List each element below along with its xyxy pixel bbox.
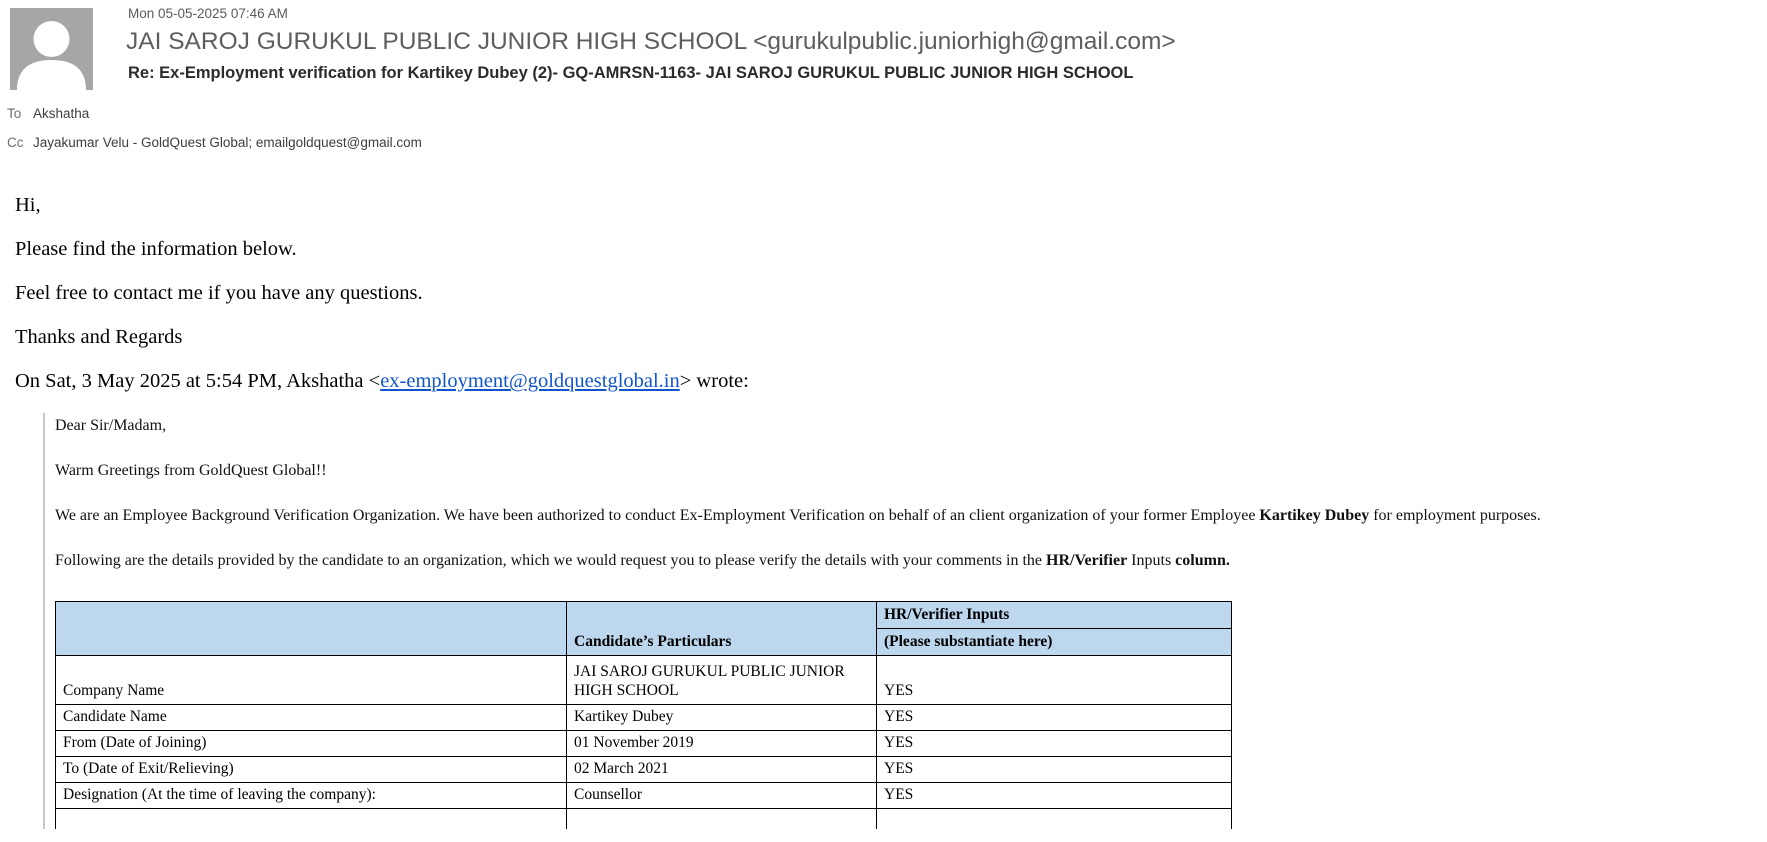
signature-line: Thanks and Regards	[15, 326, 183, 348]
column-bold: column.	[1175, 552, 1230, 569]
quoted-greeting: Warm Greetings from GoldQuest Global!!	[55, 462, 327, 479]
sender-name[interactable]: JAI SAROJ GURUKUL PUBLIC JUNIOR HIGH SCHOOL <gurukulpublic.juniorhigh@gmail.com>	[126, 28, 1176, 55]
candidate-value-cell	[567, 809, 877, 829]
verifier-input-cell	[877, 809, 1232, 829]
header-empty-cell	[56, 602, 567, 656]
request-pre: Following are the details provided by the candidate to an organization, which we would request you to please verify the details with your comments in the	[55, 552, 1047, 569]
to-row	[7, 106, 90, 121]
person-icon	[10, 8, 93, 90]
intro-post: for employment purposes.	[1369, 507, 1541, 524]
verifier-input-cell: YES	[877, 656, 1232, 705]
candidate-name-bold: Kartikey Dubey	[1259, 507, 1370, 524]
candidate-value-cell: JAI SAROJ GURUKUL PUBLIC JUNIOR HIGH SCHOOL	[567, 656, 877, 705]
verification-table	[55, 601, 1232, 829]
to-recipient[interactable]: Akshatha	[33, 106, 90, 121]
row-label-cell: To (Date of Exit/Relieving)	[56, 757, 567, 783]
row-label-cell: From (Date of Joining)	[56, 731, 567, 757]
message-timestamp: Mon 05-05-2025 07:46 AM	[128, 6, 288, 21]
cc-row	[7, 135, 422, 150]
header-candidate-particulars: Candidate’s Particulars	[567, 602, 877, 656]
verification-intro	[55, 505, 1767, 526]
verifier-input-cell: YES	[877, 705, 1232, 731]
table-header-row-1	[56, 602, 1232, 629]
quote-attribution	[15, 369, 1767, 393]
row-label-cell: Candidate Name	[56, 705, 567, 731]
avatar[interactable]	[10, 8, 93, 90]
header-substantiate-here: (Please substantiate here)	[877, 629, 1232, 656]
candidate-value-cell: Kartikey Dubey	[567, 705, 877, 731]
body-line-2: Feel free to contact me if you have any questions.	[15, 282, 423, 304]
attribution-pre: On Sat, 3 May 2025 at 5:54 PM, Akshatha <	[15, 370, 381, 392]
table-row	[56, 656, 1232, 705]
intro-pre: We are an Employee Background Verification Organization. We have been authorized to conduct Ex-Employment Verification on behalf of an client organization of your former Employee	[55, 507, 1260, 524]
hr-verifier-bold: HR/Verifier	[1046, 552, 1128, 569]
candidate-value-cell: 02 March 2021	[567, 757, 877, 783]
message-header	[0, 0, 1767, 160]
verification-request	[55, 550, 1767, 571]
row-label-cell: Designation (At the time of leaving the company):	[56, 783, 567, 809]
table-row	[56, 757, 1232, 783]
verifier-input-cell: YES	[877, 783, 1232, 809]
attribution-post: > wrote:	[679, 370, 749, 392]
verifier-input-cell: YES	[877, 731, 1232, 757]
table-row	[56, 705, 1232, 731]
message-body	[15, 193, 1767, 829]
to-label: To	[7, 106, 22, 121]
quoted-message	[43, 413, 1767, 829]
row-label-cell	[56, 809, 567, 829]
message-subject: Re: Ex-Employment verification for Kartikey Dubey (2)- GQ-AMRSN-1163- JAI SAROJ GURUKUL PUBLIC JUNIOR HIGH SCHOOL	[128, 64, 1134, 82]
table-row	[56, 783, 1232, 809]
cc-recipients[interactable]: Jayakumar Velu - GoldQuest Global; emailgoldquest@gmail.com	[33, 135, 422, 150]
email-link[interactable]: ex-employment@goldquestglobal.in	[380, 370, 680, 392]
table-row	[56, 809, 1232, 829]
greeting-line: Hi,	[15, 194, 41, 216]
header-hr-verifier-inputs: HR/Verifier Inputs	[877, 602, 1232, 629]
table-row	[56, 731, 1232, 757]
request-mid: Inputs	[1127, 552, 1176, 569]
candidate-value-cell: 01 November 2019	[567, 731, 877, 757]
candidate-value-cell: Counsellor	[567, 783, 877, 809]
row-label-cell: Company Name	[56, 656, 567, 705]
body-line-1: Please find the information below.	[15, 238, 297, 260]
cc-label: Cc	[7, 135, 24, 150]
salutation-line: Dear Sir/Madam,	[55, 417, 167, 434]
verifier-input-cell: YES	[877, 757, 1232, 783]
